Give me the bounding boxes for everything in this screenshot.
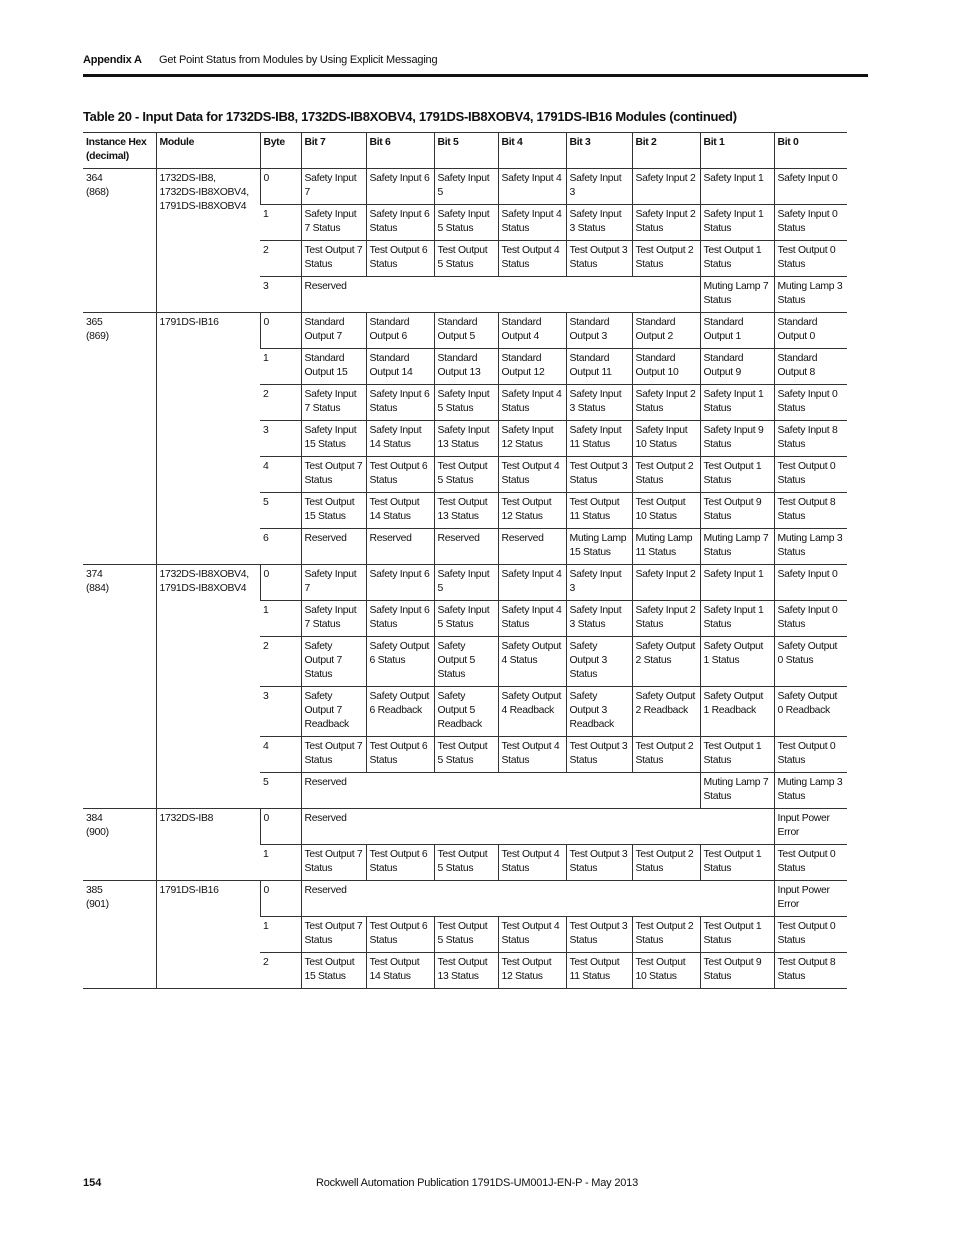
byte-cell: 1 — [260, 205, 301, 241]
bit-cell: Test Output 9 Status — [700, 493, 774, 529]
bit-cell: Muting Lamp 3 Status — [774, 529, 847, 565]
bit-cell: Safety Input 1 Status — [700, 601, 774, 637]
bit-cell: Test Output 0 Status — [774, 241, 847, 277]
bit-cell: Safety Output 7 Status — [301, 637, 366, 687]
bit-cell: Test Output 4 Status — [498, 917, 566, 953]
bit-cell: Safety Input 2 Status — [632, 205, 700, 241]
bit-cell: Muting Lamp 3 Status — [774, 773, 847, 809]
column-header: Bit 4 — [498, 133, 566, 169]
bit-cell: Test Output 3 Status — [566, 241, 632, 277]
bit-cell: Safety Input 8 Status — [774, 421, 847, 457]
bit-cell: Safety Input 0 — [774, 565, 847, 601]
bit-cell: Safety Output 6 Status — [366, 637, 434, 687]
bit-cell: Test Output 8 Status — [774, 953, 847, 989]
bit-cell: Test Output 4 Status — [498, 845, 566, 881]
bit-cell: Standard Output 4 — [498, 313, 566, 349]
bit-cell: Test Output 2 Status — [632, 241, 700, 277]
bit-cell: Standard Output 1 — [700, 313, 774, 349]
header-rule — [83, 74, 868, 77]
table-body — [83, 169, 847, 989]
bit-cell: Input Power Error — [774, 881, 847, 917]
bit-cell: Safety Output 0 Readback — [774, 687, 847, 737]
bit-cell: Test Output 0 Status — [774, 845, 847, 881]
table-header-row — [83, 133, 847, 169]
bit-cell: Test Output 3 Status — [566, 917, 632, 953]
bit-cell: Test Output 10 Status — [632, 953, 700, 989]
bit-cell: Safety Output 6 Readback — [366, 687, 434, 737]
module-cell: 1791DS-IB16 — [156, 313, 260, 565]
bit-cell: Safety Input 6 — [366, 565, 434, 601]
bit-cell: Standard Output 3 — [566, 313, 632, 349]
bit-cell: Test Output 11 Status — [566, 493, 632, 529]
bit-cell: Standard Output 2 — [632, 313, 700, 349]
bit-cell: Test Output 3 Status — [566, 737, 632, 773]
bit-cell: Test Output 4 Status — [498, 457, 566, 493]
bit-cell: Test Output 5 Status — [434, 241, 498, 277]
bit-cell: Test Output 1 Status — [700, 845, 774, 881]
bit-cell: Test Output 13 Status — [434, 953, 498, 989]
bit-cell: Safety Output 3 Status — [566, 637, 632, 687]
bit-cell: Safety Input 6 Status — [366, 385, 434, 421]
column-header: Bit 6 — [366, 133, 434, 169]
table-title: Table 20 - Input Data for 1732DS-IB8, 1732DS-IB8XOBV4, 1791DS-IB8XOBV4, 1791DS-IB16 Modules (continued) — [83, 109, 737, 124]
bit-cell: Test Output 6 Status — [366, 457, 434, 493]
bit-cell: Standard Output 13 — [434, 349, 498, 385]
bit-cell: Test Output 6 Status — [366, 917, 434, 953]
byte-cell: 4 — [260, 457, 301, 493]
byte-cell: 2 — [260, 953, 301, 989]
column-header: Bit 3 — [566, 133, 632, 169]
bit-cell: Safety Input 0 Status — [774, 385, 847, 421]
bit-cell: Safety Output 4 Readback — [498, 687, 566, 737]
byte-cell: 1 — [260, 917, 301, 953]
bit-cell: Test Output 7 Status — [301, 457, 366, 493]
byte-cell: 0 — [260, 881, 301, 917]
byte-cell: 6 — [260, 529, 301, 565]
bit-cell: Safety Input 5 — [434, 169, 498, 205]
module-cell: 1791DS-IB16 — [156, 881, 260, 989]
bit-cell: Safety Input 5 — [434, 565, 498, 601]
bit-cell: Reserved — [301, 529, 366, 565]
bit-cell: Test Output 0 Status — [774, 457, 847, 493]
bit-cell: Safety Input 3 — [566, 169, 632, 205]
column-header: Bit 7 — [301, 133, 366, 169]
bit-cell: Safety Input 1 — [700, 565, 774, 601]
bit-cell: Safety Input 15 Status — [301, 421, 366, 457]
bit-cell: Test Output 0 Status — [774, 917, 847, 953]
table-row — [83, 809, 847, 845]
bit-cell: Test Output 10 Status — [632, 493, 700, 529]
bit-cell: Standard Output 15 — [301, 349, 366, 385]
bit-cell: Safety Input 4 Status — [498, 601, 566, 637]
bit-cell: Safety Output 3 Readback — [566, 687, 632, 737]
bit-cell: Test Output 5 Status — [434, 737, 498, 773]
bit-cell: Muting Lamp 11 Status — [632, 529, 700, 565]
module-cell: 1732DS-IB8XOBV4, 1791DS-IB8XOBV4 — [156, 565, 260, 809]
byte-cell: 1 — [260, 601, 301, 637]
instance-cell: 384 (900) — [83, 809, 156, 881]
header-title: Get Point Status from Modules by Using Explicit Messaging — [159, 54, 438, 66]
bit-cell: Test Output 15 Status — [301, 953, 366, 989]
bit-cell: Test Output 3 Status — [566, 457, 632, 493]
bit-cell: Safety Output 4 Status — [498, 637, 566, 687]
bit-cell: Standard Output 7 — [301, 313, 366, 349]
bit-cell: Safety Input 10 Status — [632, 421, 700, 457]
reserved-cell: Reserved — [301, 773, 700, 809]
instance-cell: 365 (869) — [83, 313, 156, 565]
bit-cell: Safety Input 1 — [700, 169, 774, 205]
column-header: Bit 2 — [632, 133, 700, 169]
bit-cell: Safety Input 4 Status — [498, 205, 566, 241]
bit-cell: Test Output 6 Status — [366, 241, 434, 277]
bit-cell: Input Power Error — [774, 809, 847, 845]
byte-cell: 3 — [260, 687, 301, 737]
bit-cell: Standard Output 6 — [366, 313, 434, 349]
bit-cell: Safety Input 1 Status — [700, 385, 774, 421]
page-number: 154 — [83, 1177, 102, 1189]
column-header: Bit 1 — [700, 133, 774, 169]
bit-cell: Safety Input 3 Status — [566, 205, 632, 241]
bit-cell: Test Output 1 Status — [700, 457, 774, 493]
bit-cell: Safety Output 2 Readback — [632, 687, 700, 737]
bit-cell: Safety Input 5 Status — [434, 205, 498, 241]
bit-cell: Test Output 1 Status — [700, 241, 774, 277]
bit-cell: Test Output 4 Status — [498, 737, 566, 773]
publication-info: Rockwell Automation Publication 1791DS-UM001J-EN-P - May 2013 — [315, 1177, 639, 1189]
module-cell: 1732DS-IB8 — [156, 809, 260, 881]
bit-cell: Safety Input 13 Status — [434, 421, 498, 457]
instance-cell: 374 (884) — [83, 565, 156, 809]
bit-cell: Safety Input 7 Status — [301, 385, 366, 421]
byte-cell: 3 — [260, 277, 301, 313]
byte-cell: 2 — [260, 637, 301, 687]
bit-cell: Safety Input 7 — [301, 169, 366, 205]
bit-cell: Test Output 7 Status — [301, 845, 366, 881]
bit-cell: Safety Input 1 Status — [700, 205, 774, 241]
table-row — [83, 313, 847, 349]
bit-cell: Test Output 5 Status — [434, 917, 498, 953]
bit-cell: Safety Input 0 Status — [774, 205, 847, 241]
bit-cell: Safety Input 4 — [498, 565, 566, 601]
column-header: Module — [156, 133, 260, 169]
bit-cell: Safety Input 12 Status — [498, 421, 566, 457]
column-header: Bit 0 — [774, 133, 847, 169]
bit-cell: Safety Input 14 Status — [366, 421, 434, 457]
bit-cell: Reserved — [366, 529, 434, 565]
bit-cell: Test Output 3 Status — [566, 845, 632, 881]
bit-cell: Test Output 1 Status — [700, 737, 774, 773]
bit-cell: Safety Input 9 Status — [700, 421, 774, 457]
appendix-label: Appendix A — [83, 54, 142, 66]
byte-cell: 1 — [260, 349, 301, 385]
bit-cell: Test Output 14 Status — [366, 493, 434, 529]
bit-cell: Test Output 14 Status — [366, 953, 434, 989]
byte-cell: 4 — [260, 737, 301, 773]
bit-cell: Test Output 15 Status — [301, 493, 366, 529]
bit-cell: Safety Output 7 Readback — [301, 687, 366, 737]
bit-cell: Standard Output 12 — [498, 349, 566, 385]
bit-cell: Safety Input 3 Status — [566, 385, 632, 421]
bit-cell: Test Output 7 Status — [301, 737, 366, 773]
bit-cell: Standard Output 5 — [434, 313, 498, 349]
bit-cell: Safety Input 7 Status — [301, 205, 366, 241]
bit-cell: Reserved — [434, 529, 498, 565]
byte-cell: 0 — [260, 313, 301, 349]
bit-cell: Muting Lamp 7 Status — [700, 277, 774, 313]
bit-cell: Test Output 7 Status — [301, 917, 366, 953]
bit-cell: Safety Input 2 Status — [632, 601, 700, 637]
bit-cell: Test Output 4 Status — [498, 241, 566, 277]
byte-cell: 3 — [260, 421, 301, 457]
instance-cell: 385 (901) — [83, 881, 156, 989]
bit-cell: Test Output 11 Status — [566, 953, 632, 989]
reserved-cell: Reserved — [301, 809, 774, 845]
byte-cell: 1 — [260, 845, 301, 881]
bit-cell: Muting Lamp 15 Status — [566, 529, 632, 565]
bit-cell: Safety Input 6 — [366, 169, 434, 205]
bit-cell: Safety Input 3 Status — [566, 601, 632, 637]
bit-cell: Safety Output 1 Status — [700, 637, 774, 687]
bit-cell: Safety Input 7 Status — [301, 601, 366, 637]
bit-cell: Safety Output 5 Readback — [434, 687, 498, 737]
bit-cell: Standard Output 8 — [774, 349, 847, 385]
bit-cell: Test Output 9 Status — [700, 953, 774, 989]
bit-cell: Test Output 2 Status — [632, 737, 700, 773]
bit-cell: Safety Input 7 — [301, 565, 366, 601]
bit-cell: Safety Input 2 — [632, 169, 700, 205]
bit-cell: Test Output 13 Status — [434, 493, 498, 529]
bit-cell: Standard Output 0 — [774, 313, 847, 349]
bit-cell: Test Output 0 Status — [774, 737, 847, 773]
table-row — [83, 169, 847, 205]
bit-cell: Standard Output 11 — [566, 349, 632, 385]
byte-cell: 5 — [260, 773, 301, 809]
byte-cell: 5 — [260, 493, 301, 529]
bit-cell: Safety Input 5 Status — [434, 601, 498, 637]
bit-cell: Safety Input 6 Status — [366, 205, 434, 241]
bit-cell: Standard Output 9 — [700, 349, 774, 385]
bit-cell: Test Output 6 Status — [366, 845, 434, 881]
bit-cell: Test Output 1 Status — [700, 917, 774, 953]
bit-cell: Safety Input 4 Status — [498, 385, 566, 421]
table-row — [83, 565, 847, 601]
bit-cell: Safety Input 6 Status — [366, 601, 434, 637]
bit-cell: Test Output 5 Status — [434, 457, 498, 493]
bit-cell: Safety Input 2 — [632, 565, 700, 601]
bit-cell: Muting Lamp 7 Status — [700, 773, 774, 809]
reserved-cell: Reserved — [301, 277, 700, 313]
bit-cell: Standard Output 14 — [366, 349, 434, 385]
column-header: Instance Hex (decimal) — [83, 133, 156, 169]
byte-cell: 0 — [260, 169, 301, 205]
bit-cell: Safety Output 5 Status — [434, 637, 498, 687]
bit-cell: Safety Input 3 — [566, 565, 632, 601]
byte-cell: 0 — [260, 809, 301, 845]
bit-cell: Muting Lamp 7 Status — [700, 529, 774, 565]
bit-cell: Test Output 12 Status — [498, 953, 566, 989]
byte-cell: 2 — [260, 385, 301, 421]
module-cell: 1732DS-IB8, 1732DS-IB8XOBV4, 1791DS-IB8XOBV4 — [156, 169, 260, 313]
page-header — [83, 53, 868, 75]
bit-cell: Test Output 2 Status — [632, 457, 700, 493]
bit-cell: Test Output 2 Status — [632, 845, 700, 881]
bit-cell: Safety Input 0 — [774, 169, 847, 205]
bit-cell: Test Output 7 Status — [301, 241, 366, 277]
bit-cell: Test Output 2 Status — [632, 917, 700, 953]
column-header: Bit 5 — [434, 133, 498, 169]
bit-cell: Standard Output 10 — [632, 349, 700, 385]
bit-cell: Safety Input 2 Status — [632, 385, 700, 421]
bit-cell: Safety Input 4 — [498, 169, 566, 205]
reserved-cell: Reserved — [301, 881, 774, 917]
input-data-table — [83, 132, 847, 989]
bit-cell: Safety Input 11 Status — [566, 421, 632, 457]
bit-cell: Test Output 8 Status — [774, 493, 847, 529]
byte-cell: 2 — [260, 241, 301, 277]
bit-cell: Safety Output 0 Status — [774, 637, 847, 687]
bit-cell: Safety Input 5 Status — [434, 385, 498, 421]
bit-cell: Safety Output 1 Readback — [700, 687, 774, 737]
table-row — [83, 881, 847, 917]
instance-cell: 364 (868) — [83, 169, 156, 313]
bit-cell: Reserved — [498, 529, 566, 565]
bit-cell: Muting Lamp 3 Status — [774, 277, 847, 313]
column-header: Byte — [260, 133, 301, 169]
bit-cell: Safety Input 0 Status — [774, 601, 847, 637]
bit-cell: Test Output 12 Status — [498, 493, 566, 529]
bit-cell: Safety Output 2 Status — [632, 637, 700, 687]
byte-cell: 0 — [260, 565, 301, 601]
bit-cell: Test Output 6 Status — [366, 737, 434, 773]
bit-cell: Test Output 5 Status — [434, 845, 498, 881]
